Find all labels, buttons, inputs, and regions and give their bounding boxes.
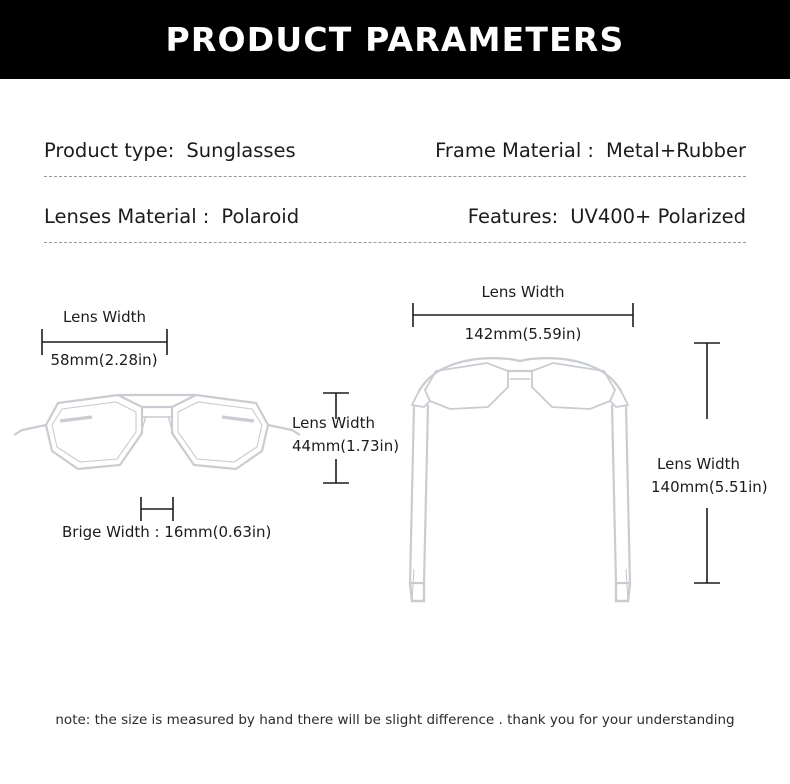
top-temple-length-value: 140mm(5.51in) (651, 478, 768, 496)
spec-value: Polaroid (221, 205, 300, 228)
spec-label: Features: (467, 205, 559, 228)
spec-cell-lenses-material (44, 205, 299, 228)
spec-cell-product-type (44, 139, 296, 162)
specification-table (0, 79, 790, 243)
top-frame-width-value: 142mm(5.59in) (464, 325, 582, 343)
measurement-note: note: the size is measured by hand there will be slight difference . thank you for your understanding (55, 712, 735, 728)
spec-label: Product type: (44, 139, 175, 162)
spec-cell-frame-material (435, 139, 746, 162)
header-bar (0, 0, 790, 79)
front-lens-height-label: Lens Width (292, 414, 375, 432)
top-frame-width-dimension (413, 303, 633, 327)
measurement-diagrams (0, 283, 790, 703)
front-bridge-width-dimension (141, 497, 173, 521)
front-bridge-width-label: Brige Width : 16mm(0.63in) (62, 523, 272, 541)
spec-cell-features (468, 205, 746, 228)
page-title: PRODUCT PARAMETERS (165, 20, 625, 59)
top-temple-length-label: Lens Width (657, 455, 740, 473)
spec-value: Metal+Rubber (606, 139, 746, 162)
spec-label: Lenses Material : (44, 205, 210, 228)
front-lens-width-value: 58mm(2.28in) (50, 351, 158, 369)
top-view-glasses-illustration (410, 358, 630, 601)
spec-row (44, 205, 746, 243)
front-lens-width-label: Lens Width (63, 308, 146, 326)
spec-label: Frame Material : (435, 139, 595, 162)
spec-value: UV400+ Polarized (570, 205, 746, 228)
spec-value: Sunglasses (186, 139, 296, 162)
front-view-glasses-illustration (14, 395, 300, 469)
spec-row (44, 139, 746, 177)
front-lens-height-value: 44mm(1.73in) (292, 437, 400, 455)
top-frame-width-label: Lens Width (481, 283, 565, 301)
